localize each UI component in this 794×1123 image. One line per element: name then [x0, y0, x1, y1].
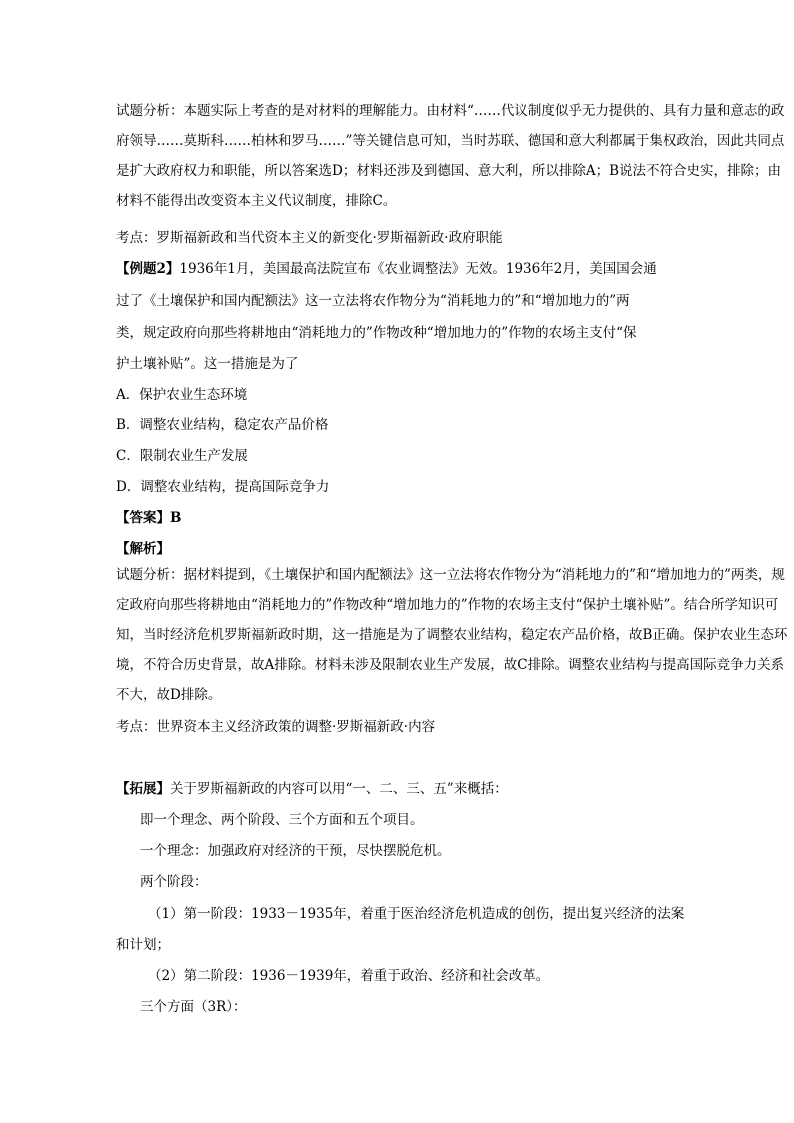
extension-line-3: 两个阶段：	[140, 874, 208, 890]
jiexi-label: 【解析】	[116, 541, 170, 557]
extension-label: 【拓展】	[116, 781, 170, 797]
example-2-line-4: 护土壤补贴”。这一措施是为了	[116, 356, 299, 372]
kaodian-1: 考点：罗斯福新政和当代资本主义的新变化·罗斯福新政·政府职能	[116, 230, 503, 246]
option-a: A．保护农业生态环境	[116, 387, 248, 403]
extension-line-1: 即一个理念、两个阶段、三个方面和五个项目。	[140, 812, 424, 828]
extension-intro: 关于罗斯福新政的内容可以用“一、二、三、五”来概括：	[170, 781, 508, 797]
example-2-text-1: 1936年1月，美国最高法院宣布《农业调整法》无效。1936年2月，美国国会通	[179, 261, 657, 277]
extension-line-4: 三个方面（3R）：	[140, 999, 247, 1015]
analysis-paragraph-1: 试题分析：本题实际上考查的是对材料的理解能力。由材料“……代议制度似乎无力提供的、具有力量和意志的政府领导……莫斯科……柏林和罗马……”等关键信息可知，当时苏联、德国和意大利都属于集权政治，因此共同点是扩大政府权力和职能，所以答案选D；材料还涉及到德国、意大利，所以排除A；B说法不符合史实，排除；由材料不能得出改变资本主义代议制度，排除C。	[116, 103, 785, 209]
example-2-line-3: 类，规定政府向那些将耕地由“消耗地力的”作物改种“增加地力的”作物的农场主支付“保	[116, 325, 637, 341]
option-d: D．调整农业结构，提高国际竞争力	[116, 479, 330, 495]
extension-line	[116, 778, 508, 800]
stage-1-line-a: （1）第一阶段：1933－1935年，着重于医治经济危机造成的创伤，提出复兴经济的法案	[148, 906, 685, 922]
option-b: B．调整农业结构，稳定农产品价格	[116, 417, 329, 433]
example-2-line-1	[116, 258, 657, 280]
extension-line-2: 一个理念：加强政府对经济的干预，尽快摆脱危机。	[140, 843, 451, 859]
kaodian-2: 考点：世界资本主义经济政策的调整·罗斯福新政·内容	[116, 719, 436, 735]
analysis-paragraph-2: 试题分析：据材料提到，《土壤保护和国内配额法》这一立法将农作物分为“消耗地力的”和“增加地力的”两类，规定政府向那些将耕地由“消耗地力的”作物改种“增加地力的”作物的农场主支付“保护土壤补贴”。结合所学知识可知，当时经济危机罗斯福新政时期，这一措施是为了调整农业结构，稳定农产品价格，故B正确。保护农业生态环境，不符合历史背景，故A排除。材料未涉及限制农业生产发展，故C排除。调整农业结构与提高国际竞争力关系不大，故D排除。	[116, 567, 788, 703]
stage-1-line-b: 和计划；	[116, 937, 170, 953]
example-2-label: 【例题2】	[116, 261, 180, 277]
option-c: C．限制农业生产发展	[116, 448, 248, 464]
example-2-line-2: 过了《土壤保护和国内配额法》这一立法将农作物分为“消耗地力的”和“增加地力的”两	[116, 293, 630, 309]
stage-2-line: （2）第二阶段：1936－1939年，着重于政治、经济和社会改革。	[148, 968, 550, 984]
answer: 【答案】B	[116, 510, 182, 526]
